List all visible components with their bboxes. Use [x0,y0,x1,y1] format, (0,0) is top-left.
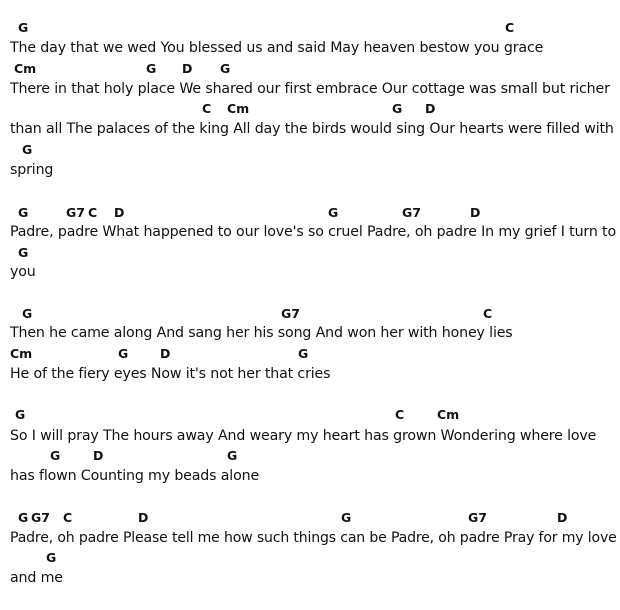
chord: C [505,20,515,35]
chord: C [88,205,98,220]
lyric-line: Padre, padre What happened to our love's so cruel Padre, oh padre In my grief I turn to [10,224,616,240]
lyric-line: So I will pray The hours away And weary my heart has grown Wondering where love [10,428,597,444]
lyric-line: Padre, oh padre Please tell me how such things can be Padre, oh padre Pray for my love [10,530,617,546]
chord: D [138,510,149,525]
lyric-line: spring [10,162,54,178]
chord: G [18,510,29,525]
chord: G [392,101,403,116]
chord: G [18,205,29,220]
chord: D [470,205,481,220]
lyric-line: you [10,264,36,280]
lyric-line: There in that holy place We shared our first embrace Our cottage was small but richer [10,81,610,97]
chord: D [425,101,436,116]
chord: Cm [14,61,37,76]
chord: G [18,20,29,35]
lyric-line: The day that we wed You blessed us and said May heaven bestow you grace [10,40,544,56]
chord: D [182,61,193,76]
chord: G [341,510,352,525]
chord: G [22,142,33,157]
chord: Cm [227,101,250,116]
chord: G7 [468,510,487,525]
lyric-line: has flown Counting my beads alone [10,468,260,484]
chord: G7 [66,205,85,220]
chord: G [18,245,29,260]
chord: G [298,346,309,361]
chord: G7 [281,306,300,321]
chord: G [146,61,157,76]
lyric-line: He of the fiery eyes Now it's not her that cries [10,366,331,382]
chord: C [395,407,405,422]
chord: C [202,101,212,116]
chord: Cm [437,407,460,422]
lyric-line: and me [10,570,63,586]
chord: G [50,448,61,463]
chord: C [63,510,73,525]
chord: C [483,306,493,321]
chord: D [114,205,125,220]
chord: Cm [10,346,33,361]
lyric-line: than all The palaces of the king All day the birds would sing Our hearts were filled with [10,121,614,137]
chord: G [15,407,26,422]
chord: G [220,61,231,76]
chord: D [160,346,171,361]
chord: G7 [31,510,50,525]
chord: G [227,448,238,463]
chord: D [557,510,568,525]
chord: G [22,306,33,321]
chord: D [93,448,104,463]
chord: G [46,550,57,565]
chord: G [118,346,129,361]
chord: G7 [402,205,421,220]
chord: G [328,205,339,220]
lyric-line: Then he came along And sang her his song And won her with honey lies [10,325,513,341]
